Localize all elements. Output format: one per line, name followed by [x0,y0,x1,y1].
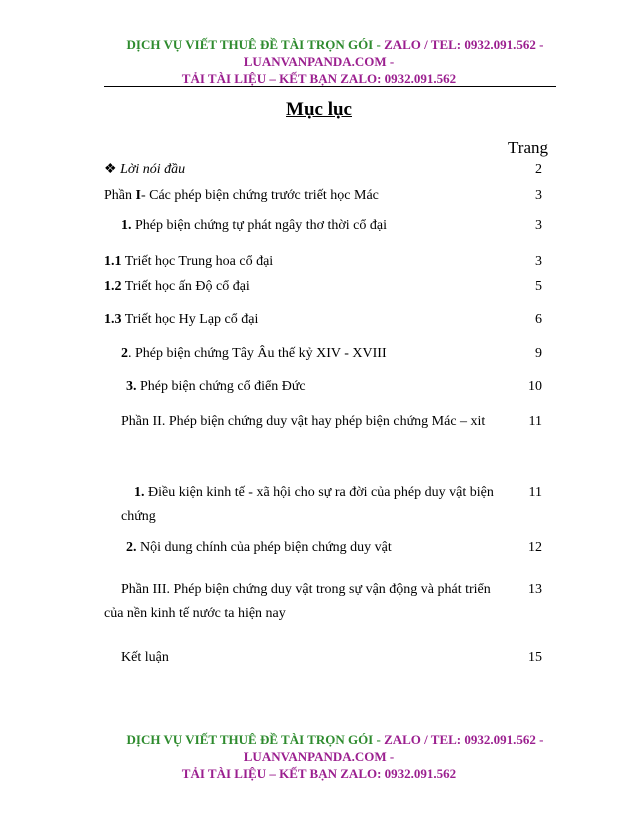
header-divider [104,86,556,87]
toc-entry-text-start: Phần [104,188,136,203]
footer-banner [0,731,638,782]
toc-entry-prefix: 1.2 [104,279,122,294]
toc-entry[interactable] [126,538,392,558]
toc-entry-page: 5 [535,279,542,294]
toc-entry-prefix: 1. [121,218,132,233]
toc-entry-page: 13 [528,582,542,597]
toc-entry-prefix: 2 [121,346,128,361]
toc-entry[interactable] [121,344,387,364]
toc-entry-text-continued: của nền kinh tế nước ta hiện nay [104,606,286,621]
header-service-text: DỊCH VỤ VIẾT THUÊ ĐỀ TÀI TRỌN GÓI - [126,37,385,52]
header-download-text: TẢI TÀI LIỆU – KẾT BẠN ZALO: 0932.091.562 [181,71,457,86]
toc-entry-text: . Phép biện chứng Tây Âu thế kỷ XIV - XVIII [128,346,387,361]
toc-entry-page: 9 [535,346,542,361]
toc-entry-prefix: 2. [126,540,137,555]
toc-entry-text: Lời nói đầu [120,162,186,177]
toc-entry-text: Nội dung chính của phép biện chứng duy vật [136,540,392,555]
diamond-bullet-icon: ❖ [104,162,117,177]
toc-entry-page: 2 [535,162,542,177]
toc-entry-page: 15 [528,650,542,665]
toc-entry-text: Triết học Hy Lạp cổ đại [121,312,259,327]
toc-entry-text: Triết học ấn Độ cổ đại [121,279,250,294]
toc-entry[interactable] [126,377,306,397]
toc-entry[interactable] [121,412,485,432]
toc-entry-text: Kết luận [121,650,169,665]
footer-website: LUANVANPANDA.COM - [243,749,395,764]
footer-download-text: TẢI TÀI LIỆU – KẾT BẠN ZALO: 0932.091.562 [181,766,457,781]
toc-entry[interactable] [104,160,185,180]
toc-entry-text: Phép biện chứng cổ điển Đức [136,379,306,394]
page-column-header: Trang [508,138,548,157]
toc-entry-page: 3 [535,188,542,203]
footer-contact-text: ZALO / TEL: 0932.091.562 - [384,732,544,747]
header-banner [0,36,638,87]
footer-line-1 [0,731,638,748]
toc-entry-text: - Các phép biện chứng trước triết học Mác [140,188,379,203]
toc-title: Mục lục [286,99,352,120]
toc-entry[interactable] [104,252,273,272]
toc-entry-prefix: 1.3 [104,312,122,327]
toc-entry-page: 3 [535,254,542,269]
toc-entry-page: 3 [535,218,542,233]
header-website: LUANVANPANDA.COM - [243,54,395,69]
toc-entry-text-continued: chứng [121,509,156,524]
toc-entry[interactable] [104,310,258,330]
toc-entry[interactable] [104,186,379,206]
toc-entry-text: Phần III. Phép biện chứng duy vật trong sự vận động và phát triển [121,582,491,597]
toc-entry[interactable] [121,648,169,668]
toc-entry-page: 10 [528,379,542,394]
toc-entry-page: 11 [528,485,542,500]
toc-entry-prefix: I [135,188,141,203]
toc-entry-text: Phần II. Phép biện chứng duy vật hay phép biện chứng Mác – xit [121,414,486,429]
toc-entry-prefix: 3. [126,379,137,394]
toc-entry-text: Phép biện chứng tự phát ngây thơ thời cổ đại [131,218,387,233]
header-line-1 [0,36,638,53]
toc-entry[interactable] [121,483,501,527]
header-contact-text: ZALO / TEL: 0932.091.562 - [384,37,544,52]
footer-service-text: DỊCH VỤ VIẾT THUÊ ĐỀ TÀI TRỌN GÓI - [126,732,385,747]
toc-entry-text: Điều kiện kinh tế - xã hội cho sự ra đời của phép duy vật biện [144,485,494,500]
toc-entry-prefix: 1. [134,485,145,500]
toc-entry-prefix: 1.1 [104,254,122,269]
toc-entry-page: 12 [528,540,542,555]
toc-entry-page: 6 [535,312,542,327]
toc-entry[interactable] [104,277,250,297]
toc-entry-text: Triết học Trung hoa cổ đại [121,254,274,269]
toc-entry[interactable] [121,216,387,236]
toc-entry-page: 11 [528,414,542,429]
toc-entry[interactable] [104,580,504,624]
